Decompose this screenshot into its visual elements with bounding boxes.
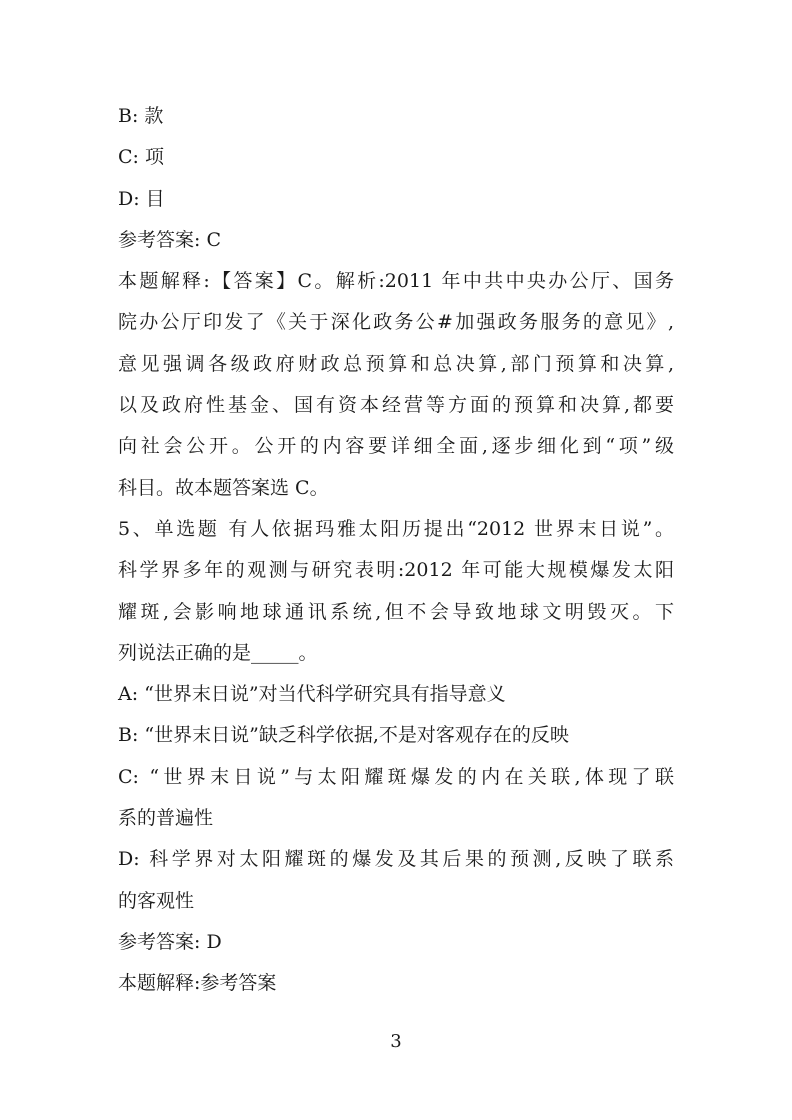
q4-option-b: B: 款 <box>118 105 164 127</box>
q5-option-d-line: 的客观性 <box>118 889 195 912</box>
q5-question-line: 列说法正确的是_____。 <box>118 641 318 664</box>
q4-explanation-line: 院办公厅印发了《关于深化政务公#加强政务服务的意见》, <box>118 311 674 334</box>
q5-option-c-line: 系的普遍性 <box>118 807 214 830</box>
page-number: 3 <box>390 1031 402 1052</box>
q5-option-d-line: D: 科学界对太阳耀斑的爆发及其后果的预测,反映了联系 <box>118 848 674 871</box>
q5-question-line: 科学界多年的观测与研究表明:2012 年可能大规模爆发太阳 <box>118 559 674 582</box>
document-page <box>118 96 674 1005</box>
q4-explanation-line: 科目。故本题答案选 C。 <box>118 476 329 499</box>
q5-option-b: B: “世界末日说”缺乏科学依据,不是对客观存在的反映 <box>118 724 569 747</box>
q4-answer: 参考答案: C <box>118 228 221 251</box>
q5-option-c-line: C: “世界末日说”与太阳耀斑爆发的内在关联,体现了联 <box>118 765 674 788</box>
q5-question-line: 耀斑,会影响地球通讯系统,但不会导致地球文明毁灭。下 <box>118 600 674 623</box>
q4-explanation-line: 向社会公开。公开的内容要详细全面,逐步细化到“项”级 <box>118 435 674 458</box>
q4-explanation-line: 以及政府性基金、国有资本经营等方面的预算和决算,都要 <box>118 394 674 417</box>
q5-answer: 参考答案: D <box>118 930 222 953</box>
q4-option-d: D: 目 <box>118 187 165 210</box>
q5-option-a: A: “世界末日说”对当代科学研究具有指导意义 <box>118 683 506 706</box>
q5-question-line: 5、单选题 有人依据玛雅太阳历提出“2012 世界末日说”。 <box>118 517 674 540</box>
q4-explanation-line: 意见强调各级政府财政总预算和总决算,部门预算和决算, <box>118 352 674 375</box>
q5-explanation: 本题解释:参考答案 <box>118 972 277 995</box>
q4-option-c: C: 项 <box>118 146 164 169</box>
q4-explanation-line: 本题解释:【答案】C。解析:2011 年中共中央办公厅、国务 <box>118 270 674 293</box>
